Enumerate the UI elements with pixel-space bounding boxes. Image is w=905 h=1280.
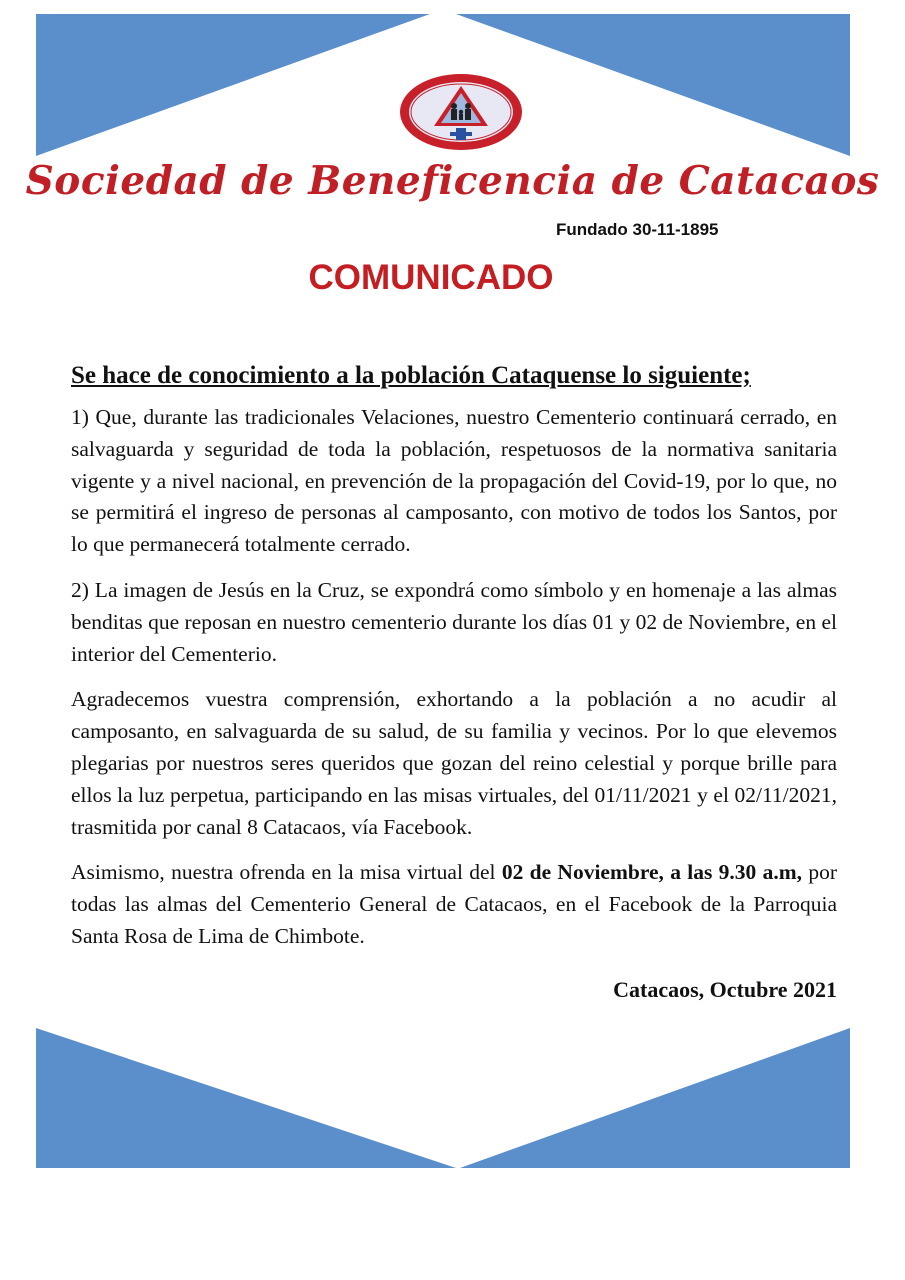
paragraph-4-bold: 02 de Noviembre, a las 9.30 a.m, bbox=[501, 860, 803, 885]
founded-date: Fundado 30-11-1895 bbox=[556, 220, 719, 239]
paragraph-4-start: Asimismo, nuestra ofrenda en la misa virtual del bbox=[71, 860, 502, 885]
document-title: COMUNICADO bbox=[308, 258, 554, 297]
paragraph-3: Agradecemos vuestra comprensión, exhortando a la población a no acudir al camposanto, en salvaguarda de su salud, de su familia y vecinos. Por lo que elevemos plegarias por nuestros seres queridos que gozan del reino celestial y porque brille para ellos la luz perpetua, participando en las misas virtuales, del 01/11/2021 y el 02/11/2021, trasmitida por canal 8 Catacaos, vía Facebook. bbox=[71, 687, 837, 839]
bottom-banner bbox=[36, 1028, 850, 1168]
paragraph-4-end: por todas las almas del Cementerio General de Catacaos, en el Facebook de la Parroquia Santa Rosa de Lima de Chimbote. bbox=[71, 860, 838, 948]
paragraph-4 bbox=[71, 857, 837, 952]
closing-signature: Catacaos, Octubre 2021 bbox=[613, 976, 837, 1002]
organization-name: Sociedad de Beneficencia de Catacaos bbox=[25, 158, 880, 204]
beneficence-seal-icon bbox=[398, 72, 524, 152]
document-body bbox=[71, 362, 837, 1003]
paragraph-1: 1) Que, durante las tradicionales Velaciones, nuestro Cementerio continuará cerrado, en salvaguarda y seguridad de toda la población, respetuosos de la normativa sanitaria vigente y a nivel nacional, en prevención de la propagación del Covid-19, por lo que, no se permitirá el ingreso de personas al camposanto, con motivo de todos los Santos, por lo que permanecerá totalmente cerrado. bbox=[71, 405, 837, 557]
paragraph-2: 2) La imagen de Jesús en la Cruz, se expondrá como símbolo y en homenaje a las almas benditas que reposan en nuestro cementerio durante los días 01 y 02 de Noviembre, en el interior del Cementerio. bbox=[71, 577, 837, 666]
intro-heading: Se hace de conocimiento a la población Cataquense lo siguiente; bbox=[71, 362, 751, 389]
